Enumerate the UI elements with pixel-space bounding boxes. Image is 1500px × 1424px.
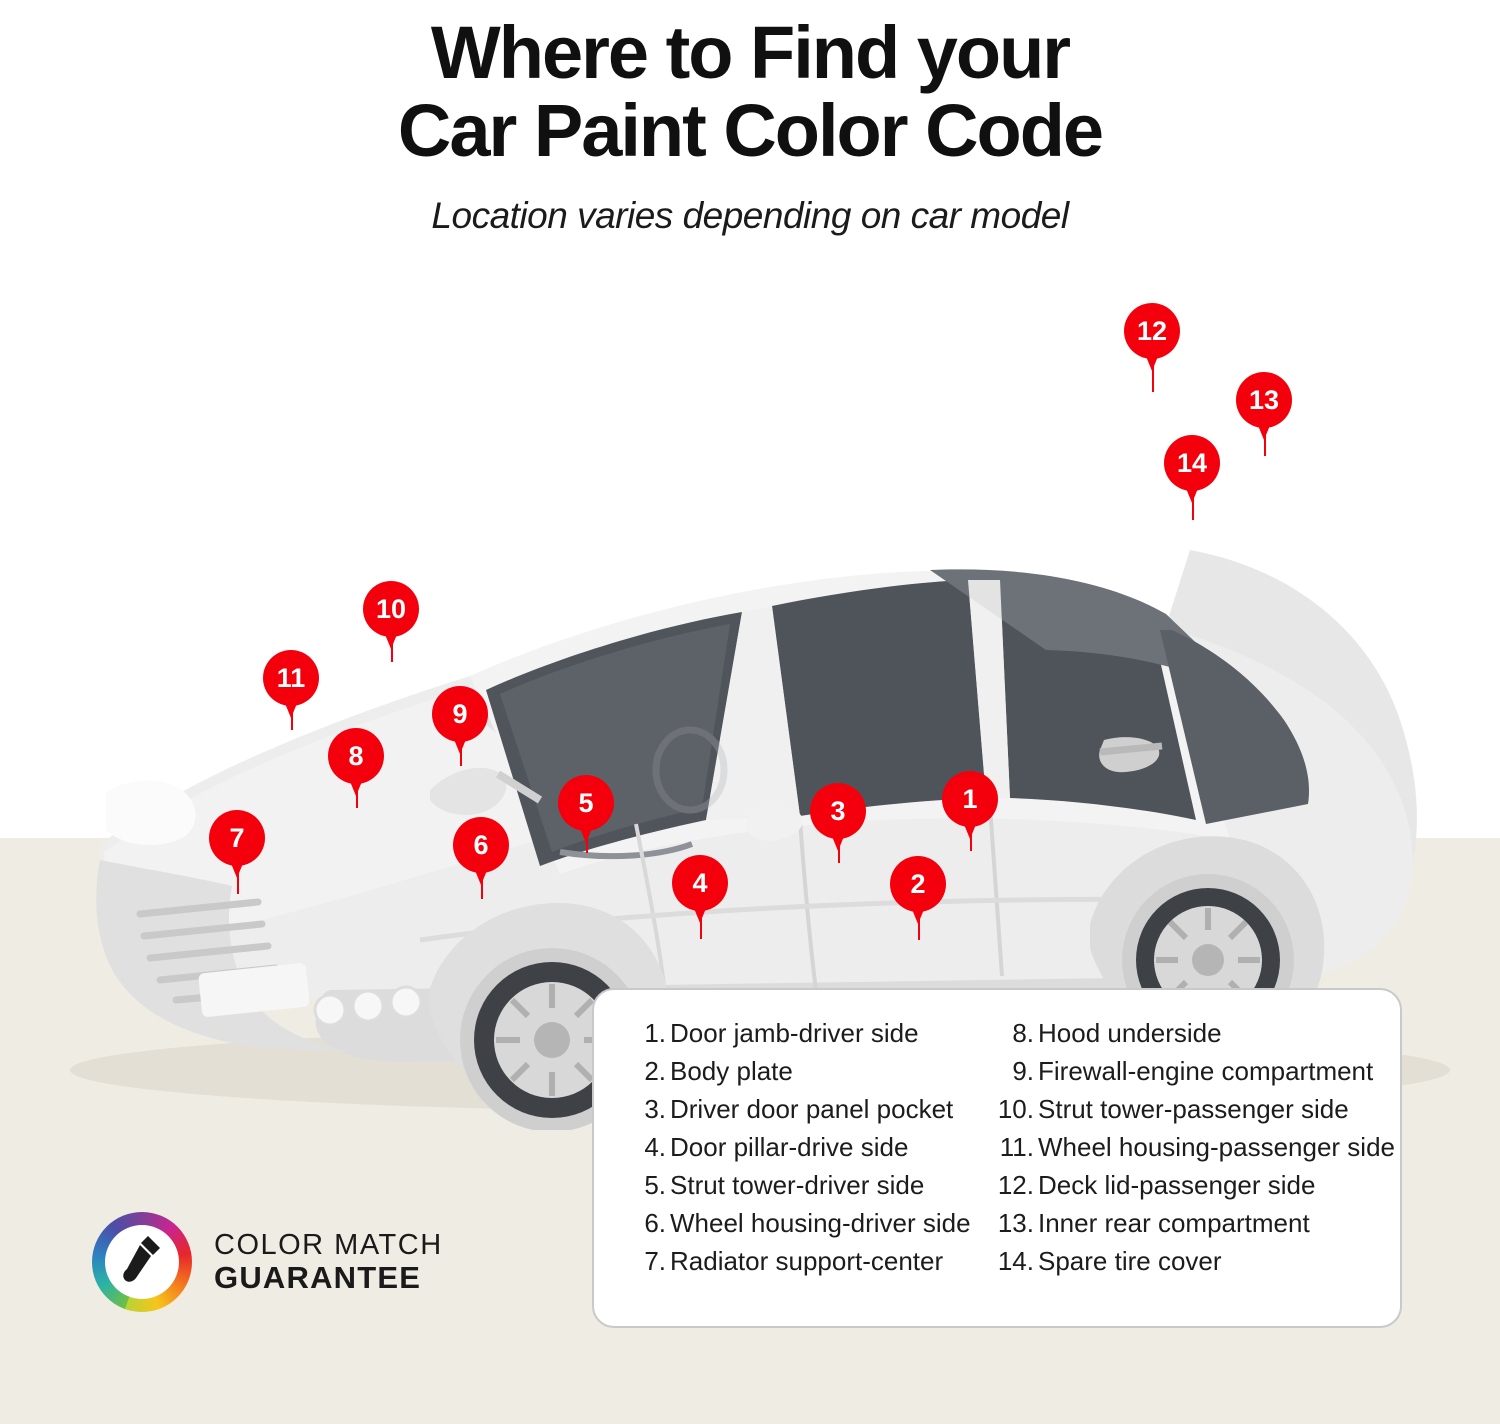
legend-text: Spare tire cover xyxy=(1038,1246,1222,1276)
pin-label: 11 xyxy=(276,662,306,693)
legend-column-left xyxy=(628,1018,976,1277)
legend-item xyxy=(628,1132,908,1163)
map-pin-1[interactable] xyxy=(942,771,998,827)
map-pin-8[interactable] xyxy=(328,728,384,784)
pin-label: 3 xyxy=(830,795,846,826)
legend-number: 10. xyxy=(997,1094,1034,1124)
map-pin-2[interactable] xyxy=(890,856,946,912)
page-title xyxy=(200,11,1300,172)
pin-label: 4 xyxy=(692,867,708,898)
legend-text: Firewall-engine compartment xyxy=(1038,1056,1374,1086)
map-pin-4[interactable] xyxy=(672,855,728,911)
legend-number: 6. xyxy=(644,1208,666,1238)
legend-text: Deck lid-passenger side xyxy=(1038,1170,1316,1200)
map-pin-3[interactable] xyxy=(810,783,866,839)
page-title-line2: Car Paint Color Code xyxy=(397,88,1103,172)
legend-text: Radiator support-center xyxy=(670,1246,944,1276)
pin-label: 2 xyxy=(910,868,926,899)
map-pin-12[interactable] xyxy=(1124,303,1180,359)
map-pin-5[interactable] xyxy=(558,775,614,831)
legend-item xyxy=(628,1094,953,1125)
pin-label: 6 xyxy=(473,829,489,860)
pin-label: 8 xyxy=(348,740,364,771)
pin-label: 10 xyxy=(375,593,407,624)
legend-number: 13. xyxy=(997,1208,1034,1238)
legend-columns xyxy=(628,1018,1395,1277)
legend-item xyxy=(986,1246,1222,1277)
legend-item xyxy=(628,1246,943,1277)
pin-label: 12 xyxy=(1136,315,1168,346)
map-pin-11[interactable] xyxy=(263,650,319,706)
legend-text: Strut tower-passenger side xyxy=(1038,1094,1349,1124)
page-title-line1: Where to Find your xyxy=(430,11,1070,94)
legend-number: 7. xyxy=(644,1246,666,1276)
brand-line-2: GUARANTEE xyxy=(214,1259,422,1295)
legend-item xyxy=(628,1056,793,1087)
legend-item xyxy=(986,1094,1349,1125)
legend-number: 1. xyxy=(644,1018,666,1048)
legend-number: 11. xyxy=(999,1132,1034,1162)
pin-label: 5 xyxy=(578,787,594,818)
color-wheel-ring xyxy=(92,1212,192,1312)
page-subtitle: Location varies depending on car model xyxy=(431,195,1069,237)
legend-item xyxy=(986,1208,1310,1239)
legend-text: Door pillar-drive side xyxy=(670,1132,909,1162)
legend-text: Wheel housing-driver side xyxy=(670,1208,971,1238)
legend-number: 5. xyxy=(644,1170,666,1200)
legend-text: Hood underside xyxy=(1038,1018,1222,1048)
legend-item xyxy=(628,1018,919,1049)
legend-text: Body plate xyxy=(670,1056,793,1086)
brand-text xyxy=(214,1230,443,1295)
legend-item xyxy=(986,1018,1222,1049)
pin-label: 9 xyxy=(452,698,468,729)
brand-line-1: COLOR MATCH xyxy=(214,1228,443,1261)
legend-number: 14. xyxy=(997,1246,1034,1276)
legend-number: 2. xyxy=(644,1056,666,1086)
legend-item xyxy=(628,1208,971,1239)
legend-number: 9. xyxy=(1012,1056,1034,1086)
legend-panel xyxy=(592,988,1402,1328)
brand-badge xyxy=(92,1212,443,1312)
map-pin-9[interactable] xyxy=(432,686,488,742)
legend-number: 12. xyxy=(997,1170,1034,1200)
map-pin-6[interactable] xyxy=(453,817,509,873)
legend-number: 4. xyxy=(644,1132,666,1162)
eyedropper-icon xyxy=(120,1234,164,1292)
legend-column-right xyxy=(986,1018,1395,1277)
legend-item xyxy=(986,1056,1373,1087)
legend-text: Wheel housing-passenger side xyxy=(1038,1132,1395,1162)
header xyxy=(0,0,1500,237)
legend-text: Inner rear compartment xyxy=(1038,1208,1310,1238)
legend-number: 3. xyxy=(644,1094,666,1124)
map-pin-13[interactable] xyxy=(1236,372,1292,428)
legend-text: Strut tower-driver side xyxy=(670,1170,925,1200)
pin-label: 13 xyxy=(1248,384,1280,415)
legend-item xyxy=(986,1170,1315,1201)
legend-item xyxy=(986,1132,1395,1163)
map-pin-7[interactable] xyxy=(209,810,265,866)
pin-label: 7 xyxy=(229,822,245,853)
pin-label: 1 xyxy=(962,783,978,814)
legend-number: 8. xyxy=(1012,1018,1034,1048)
pin-label: 14 xyxy=(1176,447,1208,478)
legend-text: Driver door panel pocket xyxy=(670,1094,954,1124)
legend-text: Door jamb-driver side xyxy=(670,1018,919,1048)
map-pin-10[interactable] xyxy=(363,581,419,637)
map-pin-14[interactable] xyxy=(1164,435,1220,491)
legend-item xyxy=(628,1170,924,1201)
